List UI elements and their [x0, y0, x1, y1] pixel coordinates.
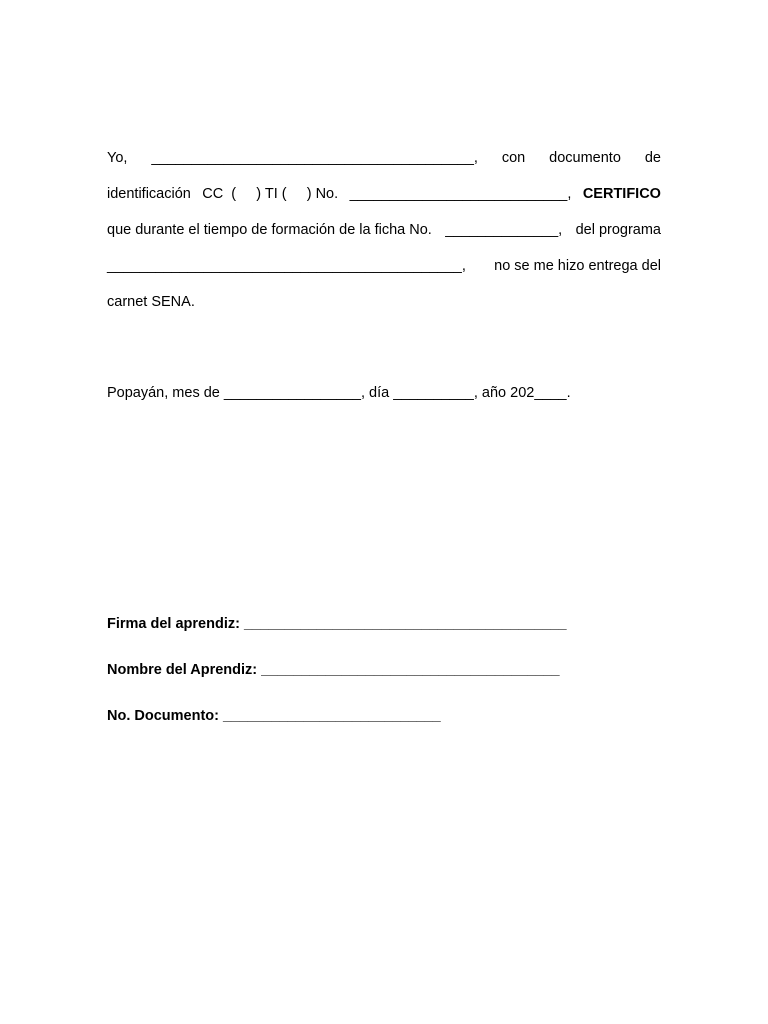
word-con: con [501, 150, 526, 166]
ficha-number-blank: ______________, [445, 222, 563, 238]
document-type-options: CC ( ) TI ( ) No. [202, 186, 339, 202]
paragraph-line-4 [107, 257, 661, 275]
certifico-keyword: CERTIFICO [582, 186, 661, 202]
no-entrega-text: no se me hizo entrega del [494, 258, 661, 274]
date-line: Popayán, mes de _________________, día __________, año 202____. [107, 385, 571, 401]
word-documento: documento [549, 150, 621, 166]
signature-documento-line: No. Documento: ___________________________ [107, 708, 441, 724]
paragraph-line-2 [107, 185, 661, 203]
paragraph-line-3 [107, 221, 661, 239]
paragraph-line-5: carnet SENA. [107, 294, 195, 310]
word-de: de [644, 150, 661, 166]
word-yo: Yo, [107, 150, 128, 166]
program-blank: ____________________________________________, [107, 258, 466, 274]
paragraph-line-1 [107, 149, 661, 167]
signature-nombre-line: Nombre del Aprendiz: _____________________________________ [107, 662, 560, 678]
signature-firma-line: Firma del aprendiz: ________________________________________ [107, 616, 567, 632]
document-number-blank: ___________________________, [349, 186, 572, 202]
programa-text: del programa [575, 222, 661, 238]
ficha-text: que durante el tiempo de formación de la ficha No. [107, 222, 432, 238]
name-blank: ________________________________________, [151, 150, 478, 166]
word-identificacion: identificación [107, 186, 191, 202]
